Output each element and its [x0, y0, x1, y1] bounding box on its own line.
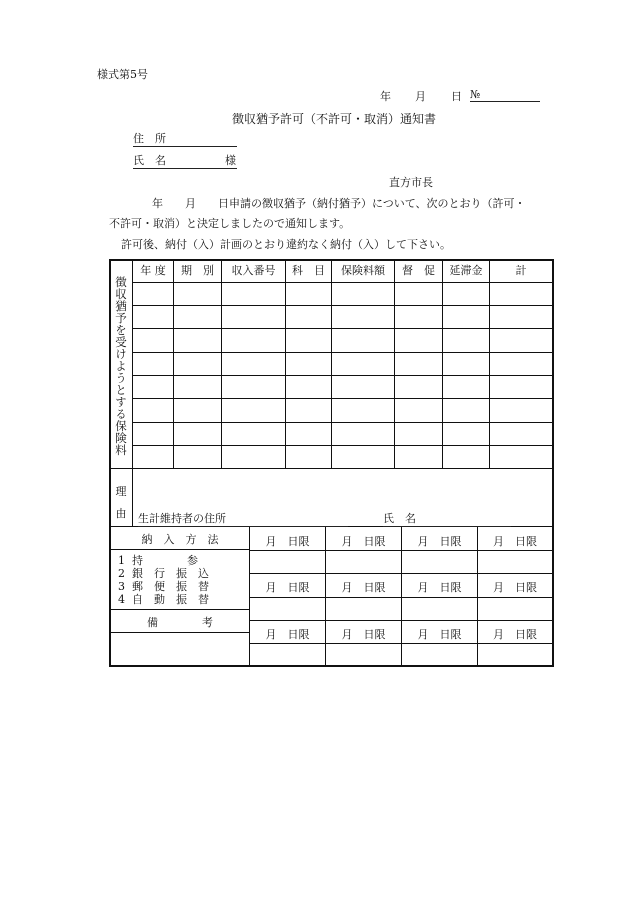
- payment-method-header: 納 入 方 法: [141, 533, 219, 546]
- deadline-2-2: 月 日限: [341, 581, 386, 594]
- recipient-name-field[interactable]: [133, 152, 237, 169]
- date-day: 日: [451, 90, 462, 103]
- deadline-3-3: 月 日限: [417, 628, 462, 641]
- date-month: 月: [415, 90, 426, 103]
- reason-label-top: 理: [115, 485, 127, 498]
- header-reminder: 督 促: [402, 264, 435, 277]
- guardian-name-label: 氏 名: [383, 512, 416, 525]
- payment-method-4[interactable]: 4 自 動 振 替: [118, 593, 209, 606]
- address-label: 住 所: [133, 132, 166, 145]
- sender-name: 直方市長: [389, 176, 433, 189]
- payment-method-1[interactable]: 1 持 参: [118, 554, 198, 567]
- body-line-2: 不許可・取消）と決定しましたので通知します。: [109, 217, 351, 230]
- deadline-2-3: 月 日限: [417, 581, 462, 594]
- payment-method-2[interactable]: 2 銀 行 振 込: [118, 567, 209, 580]
- payment-method-3[interactable]: 3 郵 便 振 替: [118, 580, 209, 593]
- deadline-3-4: 月 日限: [493, 628, 537, 641]
- header-period: 期 別: [181, 264, 214, 277]
- deadline-1-4: 月 日限: [493, 535, 537, 548]
- insurance-side-label: 徴収猶予を受けようとする保険料: [114, 276, 128, 456]
- deadline-2-1: 月 日限: [265, 581, 310, 594]
- guardian-address-label: 生計維持者の住所: [138, 512, 226, 525]
- reason-label-bottom: 由: [115, 507, 127, 520]
- header-receipt-number: 収入番号: [231, 264, 276, 277]
- deadline-1-1: 月 日限: [265, 535, 310, 548]
- deadline-1-2: 月 日限: [341, 535, 386, 548]
- recipient-address-field[interactable]: [133, 130, 237, 147]
- guardian-address-field[interactable]: [138, 510, 348, 527]
- remarks-label: 備 考: [147, 616, 213, 629]
- number-label: №: [470, 88, 481, 101]
- date-year: 年: [380, 90, 391, 103]
- honorific: 様: [225, 154, 236, 167]
- header-late-fee: 延滞金: [449, 264, 483, 277]
- body-line-3: 許可後、納付（入）計画のとおり違約なく納付（入）して下さい。: [121, 238, 451, 251]
- deadline-3-2: 月 日限: [341, 628, 386, 641]
- form-number: 様式第5号: [97, 68, 148, 81]
- header-fiscal-year: 年 度: [140, 264, 166, 277]
- deadline-1-3: 月 日限: [417, 535, 462, 548]
- header-subject: 科 目: [292, 264, 325, 277]
- guardian-name-field[interactable]: [383, 510, 511, 527]
- body-line-1: 年 月 日申請の徴収猶予（納付猶予）について、次のとおり（許可・: [130, 197, 526, 210]
- deadline-2-4: 月 日限: [493, 581, 537, 594]
- document-number-field[interactable]: [470, 88, 540, 102]
- document-title: 徴収猶予許可（不許可・取消）通知書: [232, 112, 437, 126]
- header-premium-amount: 保険料額: [341, 264, 385, 277]
- header-total: 計: [515, 264, 527, 277]
- name-label: 氏 名: [133, 154, 166, 167]
- deadline-3-1: 月 日限: [265, 628, 310, 641]
